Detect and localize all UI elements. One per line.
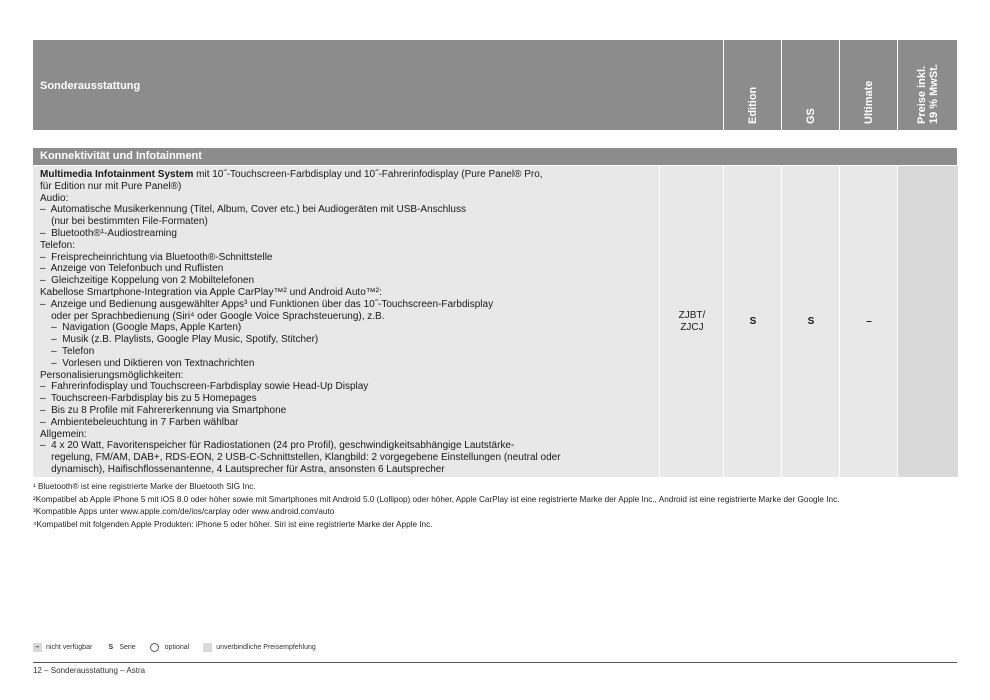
description-line: – Anzeige und Bedienung ausgewählter Apps³ und Funktionen über das 10˝-Touchscreen-Farbdisplay — [40, 298, 494, 310]
description-line: oder per Sprachbedienung (Siri⁴ oder Google Voice Sprachsteuerung), z.B. — [40, 310, 385, 322]
description-line: Kabellose Smartphone-Integration via Apple CarPlay™² und Android Auto™²: — [40, 286, 382, 298]
description-line: – Freisprecheinrichtung via Bluetooth®-Schnittstelle — [40, 251, 273, 263]
description-line: – Touchscreen-Farbdisplay bis zu 5 Homepages — [40, 393, 257, 405]
ultimate-value: – — [866, 316, 872, 327]
description-line: regelung, FM/AM, DAB+, RDS-EON, 2 USB-C-Schnittstellen, Klangbild: 2 vorgegebene Einstellungen (neutral oder — [40, 452, 561, 464]
price-swatch-icon — [203, 643, 212, 652]
description-line: – 4 x 20 Watt, Favoritenspeicher für Radiostationen (24 pro Profil), geschwindigkeitsabhängige Lautstärke- — [40, 440, 515, 452]
description-line: dynamisch), Haifischflossenantenne, 4 Lautsprecher für Astra, ansonsten 6 Lautsprecher — [40, 463, 445, 475]
legend-optional: optional — [150, 643, 190, 652]
description-line: – Bluetooth®¹-Audiostreaming — [40, 227, 177, 239]
description-line: für Edition nur mit Pure Panel®) — [40, 180, 182, 192]
description-line: – Bis zu 8 Profile mit Fahrererkennung via Smartphone — [40, 404, 287, 416]
description-line: Audio: — [40, 192, 69, 204]
header-col-gs: GS — [781, 40, 840, 130]
ultimate-cell — [839, 166, 898, 477]
legend-series: S Serie — [106, 643, 135, 652]
description-line: – Anzeige von Telefonbuch und Ruflisten — [40, 263, 224, 275]
header-col-ultimate: Ultimate — [839, 40, 898, 130]
section-header: Konnektivität und Infotainment — [33, 148, 957, 165]
description-line: – Automatische Musikerkennung (Titel, Album, Cover etc.) bei Audiogeräten mit USB-Anschluss — [40, 204, 466, 216]
description-line: – Navigation (Google Maps, Apple Karten) — [40, 322, 242, 334]
description-line: – Musik (z.B. Playlists, Google Play Music, Spotify, Stitcher) — [40, 334, 319, 346]
description-line: (nur bei bestimmten File-Formaten) — [40, 216, 208, 228]
description-line: Allgemein: — [40, 428, 87, 440]
legend — [33, 643, 330, 652]
description-line: – Gleichzeitige Koppelung von 2 Mobiltelefonen — [40, 275, 255, 287]
code-cell — [659, 166, 724, 477]
footnotes — [33, 481, 839, 531]
option-code-1: ZJBT/ — [678, 310, 706, 321]
header-title: Sonderausstattung — [40, 80, 141, 92]
table-row — [33, 166, 957, 477]
footnote-4: ⁴Kompatibel mit folgenden Apple Produkten: iPhone 5 oder höher. Siri ist eine registrierte Marke der Apple Inc. — [33, 519, 433, 529]
description-line: Telefon: — [40, 239, 76, 251]
page-footer: 12 – Sonderausstattung – Astra — [33, 666, 146, 675]
description-line: Personalisierungsmöglichkeiten: — [40, 369, 184, 381]
footnote-1: ¹ Bluetooth® ist eine registrierte Marke der Bluetooth SIG Inc. — [33, 482, 256, 491]
table-header — [33, 40, 957, 130]
legend-not-available: – nicht verfügbar — [33, 643, 92, 652]
footer-rule — [33, 662, 957, 663]
legend-price: unverbindliche Preisempfehlung — [203, 643, 316, 652]
description-line: – Telefon — [40, 345, 95, 357]
edition-cell — [723, 166, 782, 477]
price-cell — [897, 166, 958, 477]
description-line: – Vorlesen und Diktieren von Textnachrichten — [40, 357, 255, 369]
footnote-3: ³Kompatible Apps unter www.apple.com/de/ios/carplay oder www.android.com/auto — [33, 507, 335, 516]
header-col-price: Preise inkl. 19 % MwSt. — [897, 40, 958, 130]
description-line: Multimedia Infotainment System mit 10˝-Touchscreen-Farbdisplay und 10˝-Fahrerinfodisplay (Pure Panel® Pro, — [40, 169, 543, 180]
option-code-2: ZJCJ — [680, 322, 704, 333]
edition-value: S — [749, 316, 757, 327]
description-line: – Fahrerinfodisplay und Touchscreen-Farbdisplay sowie Head-Up Display — [40, 381, 369, 393]
header-col-edition: Edition — [723, 40, 782, 130]
footnote-2: ²Kompatibel ab Apple iPhone 5 mit iOS 8.0 oder höher sowie mit Smartphones mit Android 5.0 (Lollipop) oder höher, Apple CarPlay ist eine registrierte Marke der Apple Inc., Android ist eine registrierte Marke der Google Inc. — [33, 494, 840, 504]
gs-cell — [781, 166, 840, 477]
description-cell — [33, 166, 659, 477]
description-line: – Ambientebeleuchtung in 7 Farben wählbar — [40, 416, 239, 428]
description-text — [40, 169, 655, 476]
optional-circle-icon — [150, 643, 159, 652]
gs-value: S — [807, 316, 815, 327]
